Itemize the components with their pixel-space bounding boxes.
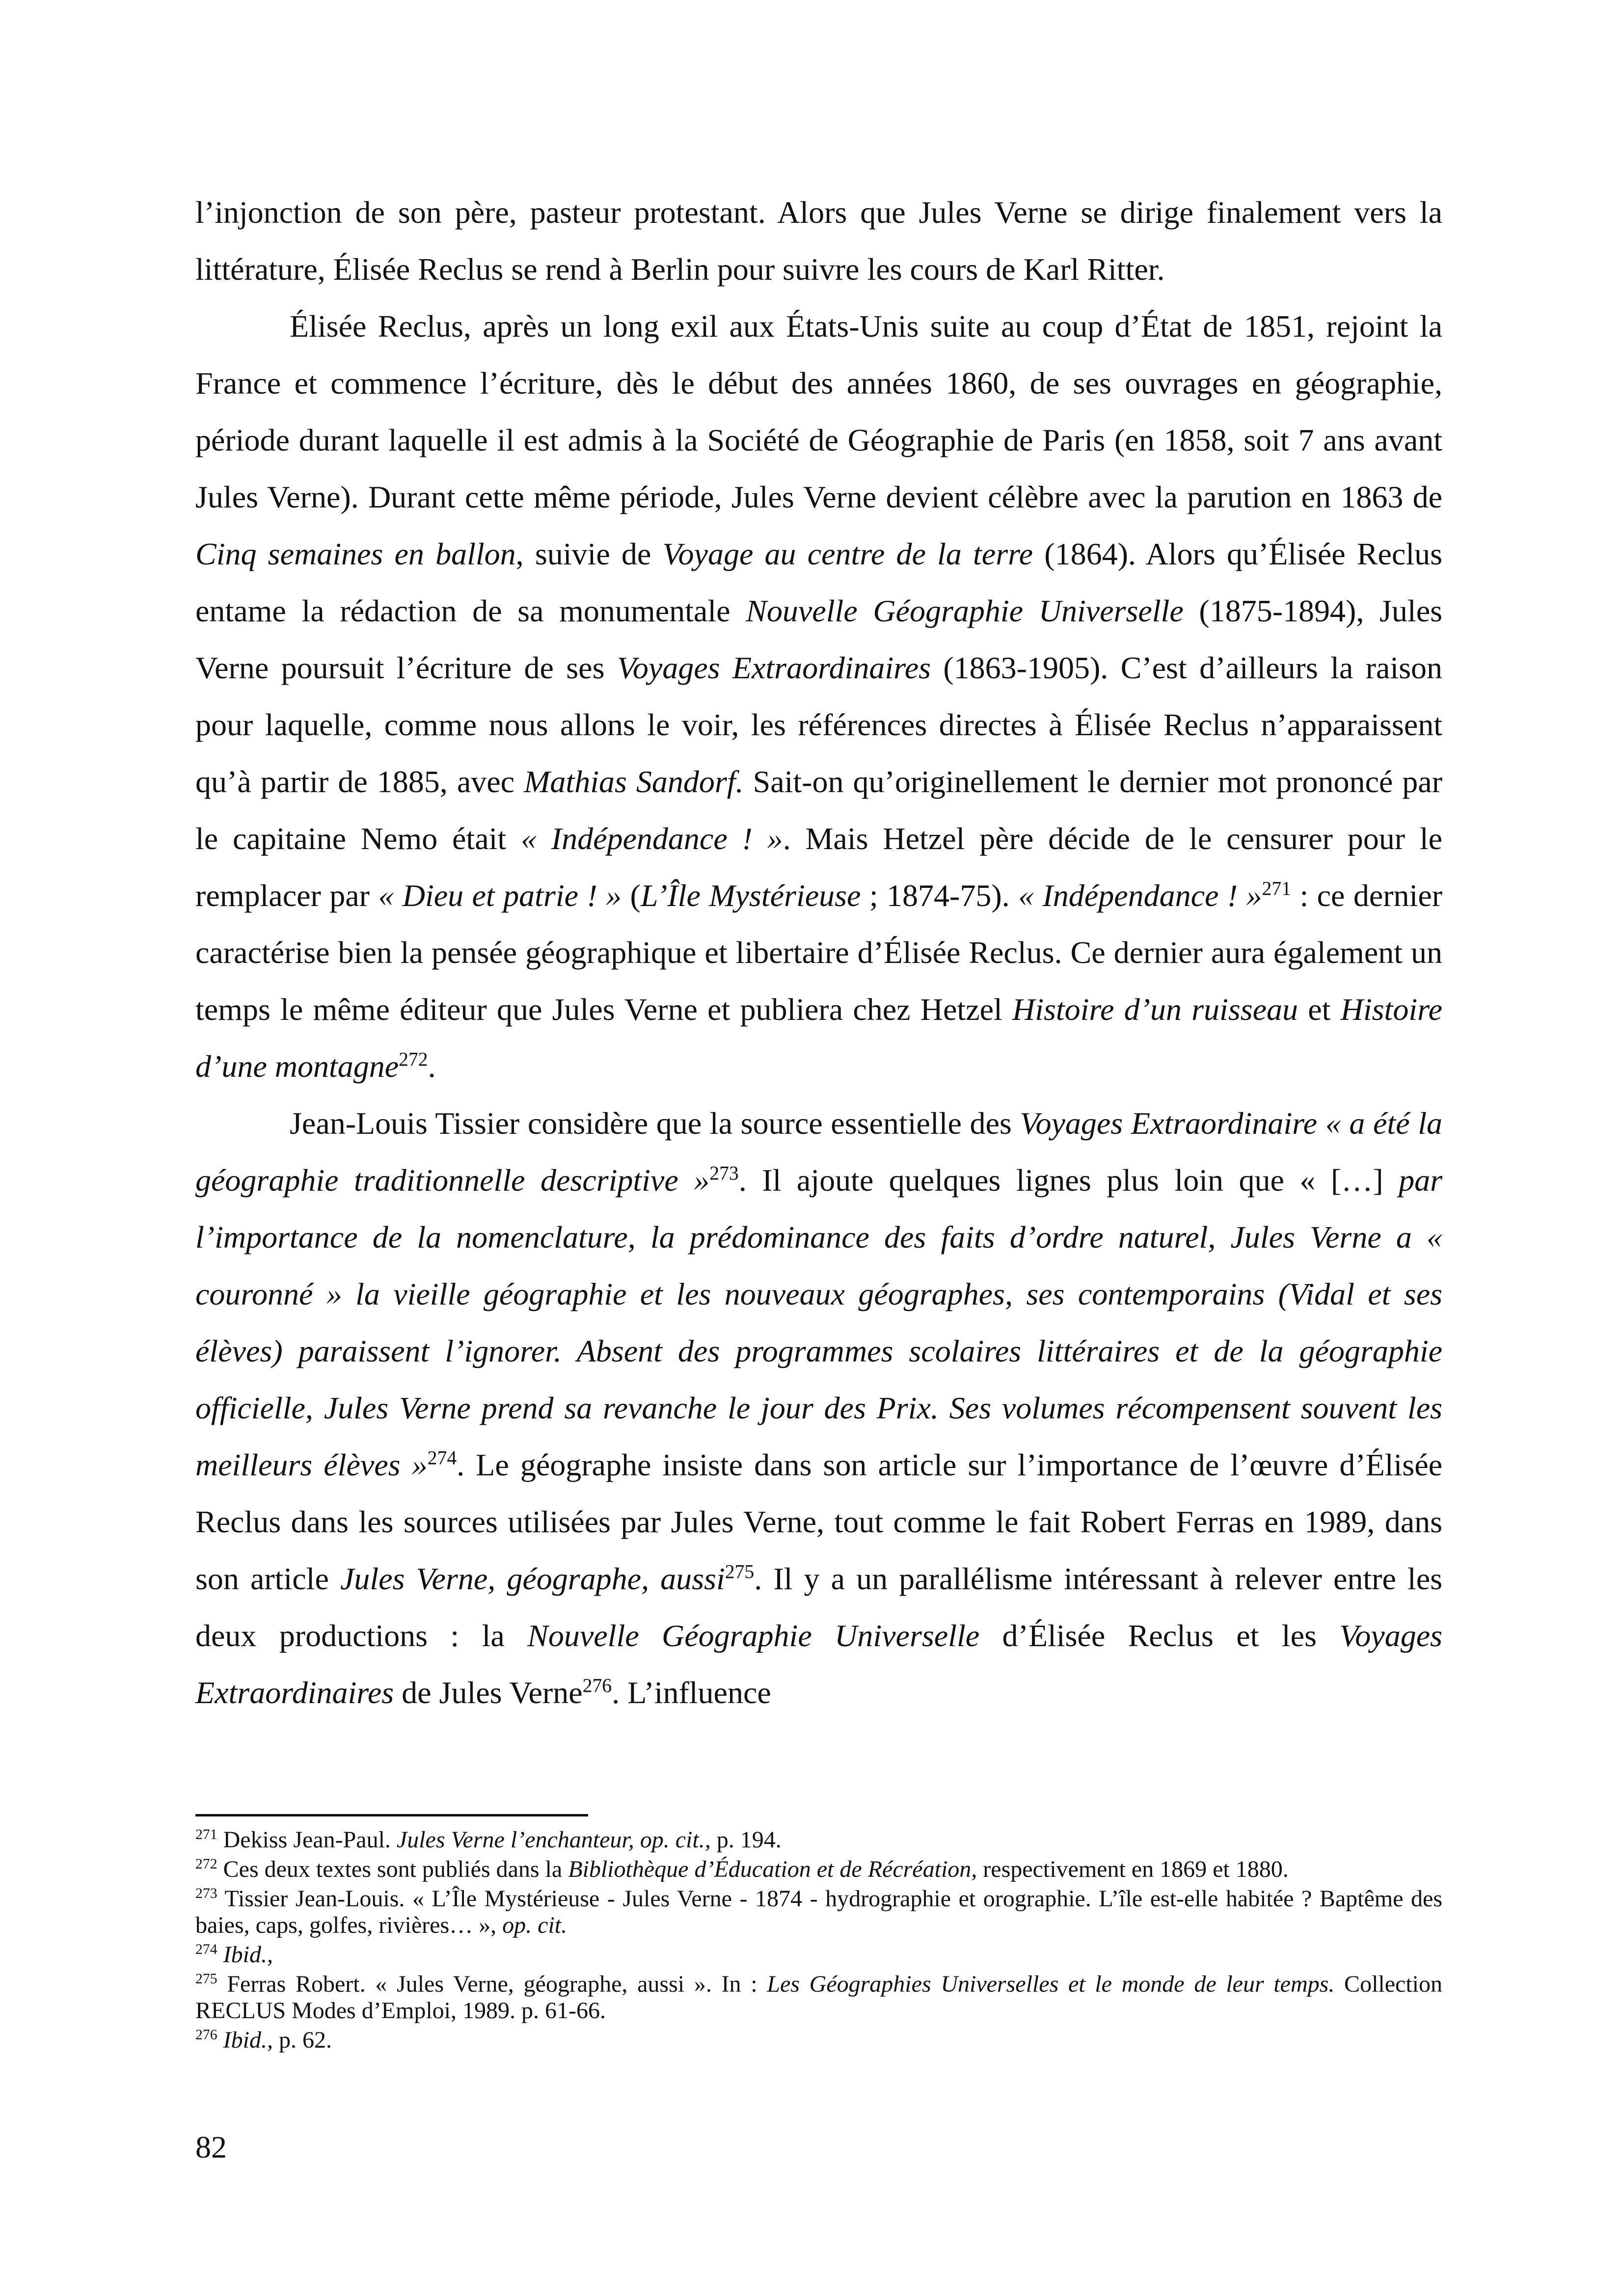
footnote-separator xyxy=(195,1814,588,1816)
text-run: et xyxy=(1298,992,1341,1027)
paragraph-3 xyxy=(195,1095,1442,1721)
italic-title: Histoire d’une montagne xyxy=(195,992,1443,1084)
italic-title: Nouvelle Géographie Universelle xyxy=(527,1618,980,1653)
text-run: . L’influence xyxy=(612,1675,771,1710)
italic-quote: « Indépendance ! » xyxy=(1018,878,1262,913)
text-run: de Jules Verne xyxy=(394,1675,583,1710)
footnote-text: p. 62. xyxy=(272,2027,332,2053)
footnote-italic: Bibliothèque d’Éducation et de Récréation, xyxy=(568,1856,977,1882)
footnote-273 xyxy=(195,1886,1442,1939)
italic-quote: « Indépendance ! » xyxy=(520,821,783,856)
italic-title: Mathias Sandorf. xyxy=(524,764,744,799)
text-run: ; 1874-75). xyxy=(861,878,1019,913)
footnote-number: 271 xyxy=(195,1826,217,1842)
text-run: Élisée Reclus, après un long exil aux États-Unis suite au coup d’État de 1851, rejoint la France et commence l’écriture, dès le début des années 1860, de ses ouvrages en géographie, période durant laquelle il est admis à la Société de Géographie de Paris (en 1858, soit 7 ans avant Jules Verne). Durant cette même période, Jules Verne devient célèbre avec la parution en 1863 de xyxy=(195,309,1442,514)
italic-title: Histoire d’un ruisseau xyxy=(1012,992,1298,1027)
italic-title: Voyages Extraordinaires xyxy=(617,650,931,685)
footnote-number: 273 xyxy=(195,1885,217,1901)
italic-title: Nouvelle Géographie Universelle xyxy=(746,593,1184,628)
footnote-272 xyxy=(195,1856,1442,1883)
footnote-271 xyxy=(195,1827,1442,1853)
italic-title: Cinq semaines en ballon xyxy=(195,536,516,571)
text-run: d’Élisée Reclus et les xyxy=(979,1618,1340,1653)
footnote-275 xyxy=(195,1971,1442,2024)
footnote-number: 276 xyxy=(195,2027,217,2043)
footnote-ref[interactable]: 273 xyxy=(709,1162,739,1184)
italic-quote: par l’importance de la nomenclature, la prédominance des faits d’ordre naturel, Jules Verne a « couronné » la vieille géographie et les nouveaux géographes, ses contemporains (Vidal et ses élèves) paraissent l’ignorer. Absent des programmes scolaires littéraires et de la géographie officielle, Jules Verne prend sa revanche le jour des Prix. Ses volumes récompensent souvent les meilleurs élèves » xyxy=(195,1163,1443,1482)
text-run: : ce dernier caractérise bien la pensée géographique et libertaire d’Élisée Reclus. Ce dernier aura également un temps le même éditeur que Jules Verne et publiera chez Hetzel xyxy=(195,878,1443,1027)
italic-title: Voyage au centre de la terre xyxy=(662,536,1033,571)
footnote-number: 274 xyxy=(195,1941,217,1957)
text-run: Jean-Louis Tissier considère que la source essentielle des xyxy=(290,1106,1020,1141)
italic-quote: Voyages Extraordinaire « a été la géographie traditionnelle descriptive » xyxy=(195,1106,1443,1198)
text-run: . Il y a un parallélisme intéressant à relever entre les deux productions : la xyxy=(195,1561,1443,1653)
footnote-276 xyxy=(195,2027,1442,2054)
footnote-ref[interactable]: 271 xyxy=(1262,878,1292,900)
footnote-text: Collection RECLUS Modes d’Emploi, 1989. p. 61-66. xyxy=(195,1971,1443,2024)
footnotes xyxy=(195,1827,1442,2056)
footnote-text xyxy=(217,1942,223,1968)
footnote-text: Dekiss Jean-Paul. xyxy=(217,1827,397,1853)
body-text xyxy=(195,184,1442,1721)
italic-quote: « Dieu et patrie ! » xyxy=(378,878,622,913)
footnote-italic: op. cit. xyxy=(502,1912,568,1938)
footnote-ref[interactable]: 272 xyxy=(399,1048,428,1070)
footnote-274 xyxy=(195,1942,1442,1968)
footnote-ref[interactable]: 274 xyxy=(427,1447,457,1469)
text-run: (1863-1905). C’est d’ailleurs la raison pour laquelle, comme nous allons le voir, les références directes à Élisée Reclus n’apparaissent qu’à partir de 1885, avec xyxy=(195,650,1443,799)
text-run: . Le géographe insiste dans son article sur l’importance de l’œuvre d’Élisée Reclus dans les sources utilisées par Jules Verne, tout comme le fait Robert Ferras en 1989, dans son article xyxy=(195,1447,1443,1596)
italic-title: L’Île Mystérieuse xyxy=(640,878,861,913)
footnote-text: Ces deux textes sont publiés dans la xyxy=(217,1856,568,1882)
footnote-italic: Ibid., xyxy=(223,1942,273,1968)
footnote-text: Tissier Jean-Louis. « L’Île Mystérieuse - Jules Verne - 1874 - hydrographie et orographie. L’île est-elle habitée ? Baptême des baies, caps, golfes, rivières… », xyxy=(195,1886,1442,1938)
footnote-text: respectivement en 1869 et 1880. xyxy=(977,1856,1289,1882)
footnote-italic: Les Géographies Universelles et le monde de leur temps. xyxy=(767,1971,1335,1997)
footnote-number: 275 xyxy=(195,1971,217,1987)
footnote-ref[interactable]: 276 xyxy=(582,1675,612,1697)
italic-title: Voyages Extraordinaires xyxy=(195,1618,1443,1710)
footnote-text: Ferras Robert. « Jules Verne, géographe, aussi ». In : xyxy=(217,1971,767,1997)
text-run: ( xyxy=(622,878,641,913)
italic-title: Jules Verne, géographe, aussi xyxy=(340,1561,725,1596)
footnote-ref[interactable]: 275 xyxy=(725,1561,755,1583)
text-run: (1875-1894), Jules Verne poursuit l’écriture de ses xyxy=(195,593,1443,685)
footnote-text xyxy=(217,2027,223,2053)
paragraph-2 xyxy=(195,298,1442,1095)
text-run: Sait-on qu’originellement le dernier mot prononcé par le capitaine Nemo était xyxy=(195,764,1443,856)
footnote-italic: Jules Verne l’enchanteur, op. cit., xyxy=(396,1827,711,1853)
text-run: . Mais Hetzel père décide de le censurer pour le remplacer par xyxy=(195,821,1443,913)
text-run: (1864). Alors qu’Élisée Reclus entame la rédaction de sa monumentale xyxy=(195,536,1443,628)
page-number: 82 xyxy=(195,2130,227,2164)
text-run: , suivie de xyxy=(515,536,663,571)
footnote-text: p. 194. xyxy=(710,1827,782,1853)
footnote-italic: Ibid., xyxy=(223,2027,273,2053)
paragraph-1: l’injonction de son père, pasteur protestant. Alors que Jules Verne se dirige finalement vers la littérature, Élisée Reclus se rend à Berlin pour suivre les cours de Karl Ritter. xyxy=(195,195,1442,287)
footnote-number: 272 xyxy=(195,1856,217,1872)
text-run: . xyxy=(428,1049,436,1084)
text-run: . Il ajoute quelques lignes plus loin que « […] xyxy=(738,1163,1399,1198)
